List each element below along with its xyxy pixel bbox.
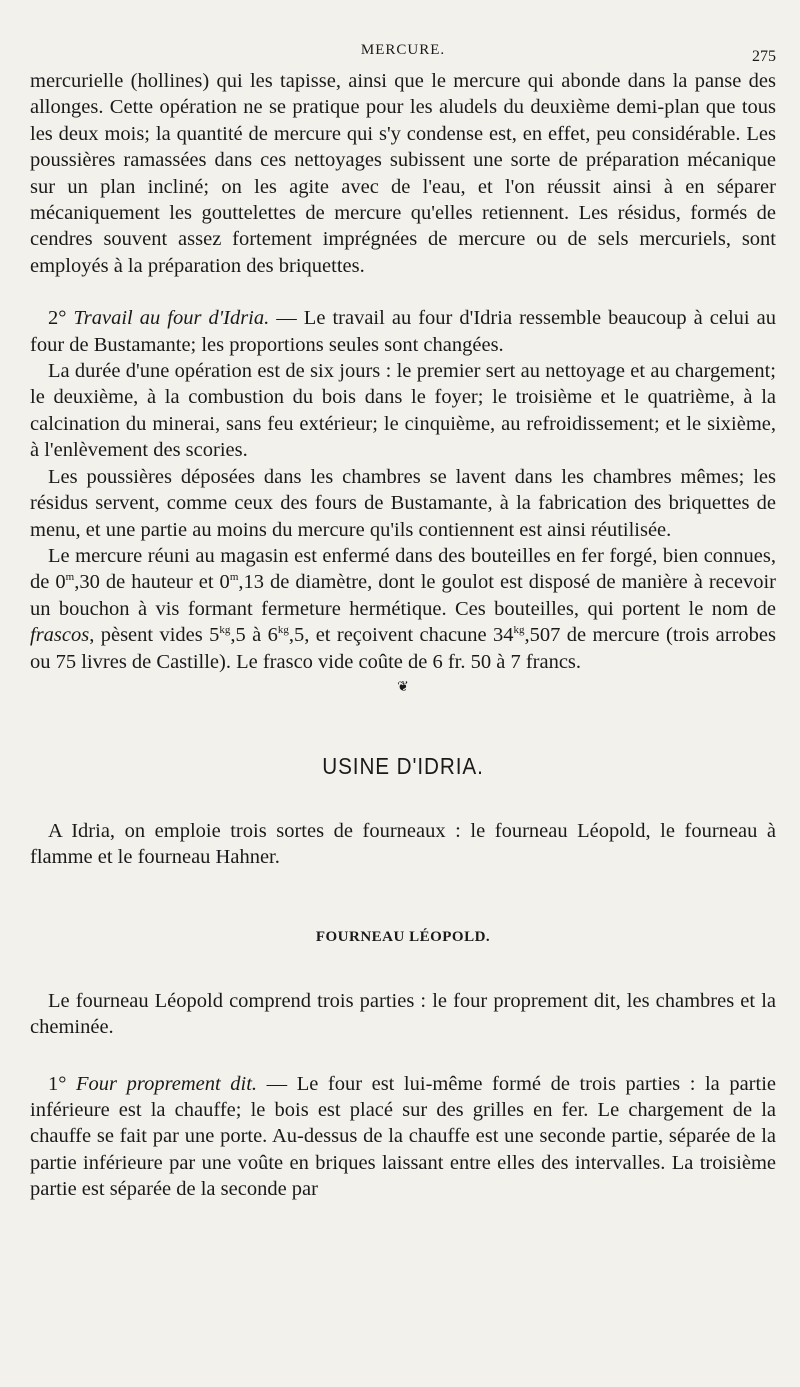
paragraph-hollines: mercurielle (hollines) qui les tapisse, ainsi que le mercure qui abonde dans la panse des allonges. Cette opération ne se pratique pour les aludels du deuxième demi-plan que tous les deux mois; la quantité de mercure qui s'y condense est, en effet, peu considérable. Les poussières ramassées dans ces nettoyages subissent une sorte de préparation mécanique sur un plan incliné; on les agite avec de l'eau, et l'on réussit ainsi à en séparer mécaniquement les gouttelettes de mercure qu'elles retiennent. Les résidus, formés de cendres souvent assez fortement imprégnées de mercure ou de sels mercuriels, sont employés à la préparation des briquettes. — [30, 70, 776, 277]
paragraph-bouteilles: Le mercure réuni au magasin est enfermé dans des bouteilles en fer forgé, bien connues, de 0$^m$,30 de hauteur et 0$^m$,13 de diamètre, dont le goulot est disposé de manière à recevoir un bouchon à vis formant fermeture hermétique. Ces bouteilles, qui portent le nom de frascos, pèsent vides $5^{kg},5$ à $6^{kg},5$, et reçoivent chacune $34^{kg},507$ de mercure (trois arrobes ou 75 livres de Castille). Le frasco vide coûte de 6 fr. 50 à 7 francs. — [30, 544, 776, 673]
subsection-title: FOURNEAU LÉOPOLD. — [315, 928, 491, 945]
subsection-intro: Le fourneau Léopold comprend trois parties : le four proprement dit, les chambres et la cheminée. — [30, 989, 776, 1039]
page-number: 275 — [752, 48, 776, 65]
frascos-term: frascos — [30, 624, 90, 647]
paragraph-travail-idria — [30, 305, 776, 358]
section-title: USINE D'IDRIA. — [322, 752, 484, 779]
item-number: 1° — [48, 1072, 67, 1095]
item-text: — Le travail au four d'Idria ressemble beaucoup à celui au four de Bustamante; les proportions seules sont changées. — [30, 307, 776, 356]
item-text: — Le four est lui-même formé de trois parties : la partie inférieure est la chauffe; le bois est placé sur des grilles en fer. Le chargement de la chauffe se fait par une porte. Au-dessus de la chauffe est une seconde partie, séparée de la partie inférieure par une voûte en briques laissant entre elles des intervalles. La troisième partie est séparée de la seconde par — [30, 1072, 776, 1201]
paragraph-duree-operation: La durée d'une opération est de six jours : le premier sert au nettoyage et au chargement; le deuxième, à la combustion du bois dans le foyer; le troisième et le quatrième, à la calcination du minerai, sans feu extérieur; le cinquième, au refroidissement; et le sixième, à l'enlèvement des scories. — [30, 360, 776, 462]
item-title: Travail au four d'Idria. — [73, 307, 270, 330]
ornament-glyph: ❦ — [397, 679, 409, 695]
item-title: Four proprement dit. — [76, 1072, 258, 1095]
running-head — [30, 40, 776, 68]
running-title: MERCURE. — [360, 42, 446, 58]
paragraph-four-proprement — [30, 1071, 776, 1203]
section-intro: A Idria, on emploie trois sortes de fourneaux : le fourneau Léopold, le fourneau à flamme et le fourneau Hahner. — [30, 819, 776, 869]
item-number: 2° — [48, 307, 67, 330]
paragraph-poussieres: Les poussières déposées dans les chambres se lavent dans les chambres mêmes; les résidus servent, comme ceux des fours de Bustamante, à la fabrication des briquettes de menu, et une partie au moins du mercure qu'ils contiennent est ainsi réutilisée. — [30, 465, 776, 541]
